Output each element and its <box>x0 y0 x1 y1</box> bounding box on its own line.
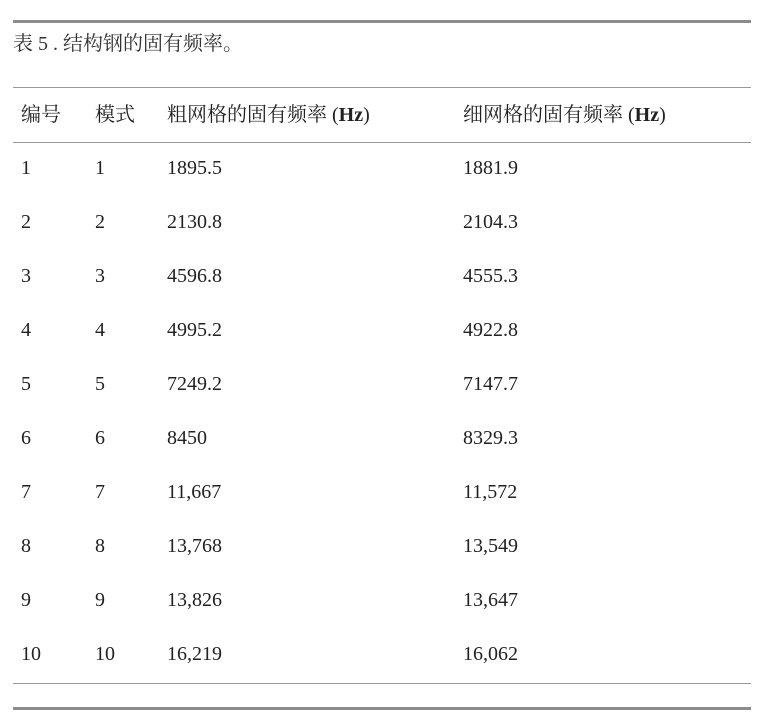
table-foot-rule <box>13 707 751 710</box>
cell-mode: 3 <box>95 265 105 287</box>
header-fine-close: ) <box>659 104 666 126</box>
cell-number: 9 <box>21 589 31 611</box>
cell-mode: 5 <box>95 373 105 395</box>
header-coarse-unit: Hz <box>338 104 364 126</box>
table-row <box>13 629 751 683</box>
cell-fine-frequency: 13,647 <box>463 589 518 611</box>
cell-coarse-frequency: 4596.8 <box>167 265 222 287</box>
table-row <box>13 521 751 575</box>
cell-coarse-frequency: 4995.2 <box>167 319 222 341</box>
cell-coarse-frequency: 2130.8 <box>167 211 222 233</box>
cell-mode: 9 <box>95 589 105 611</box>
cell-number: 5 <box>21 373 31 395</box>
table-bottom-rule <box>13 683 751 684</box>
cell-coarse-frequency: 11,667 <box>167 481 222 503</box>
header-fine-label: 细网格的固有频率 ( <box>463 104 635 126</box>
cell-coarse-frequency: 8450 <box>167 427 207 449</box>
cell-fine-frequency: 16,062 <box>463 643 518 665</box>
header-number: 编号 <box>21 104 61 126</box>
table-row <box>13 143 751 197</box>
header-coarse-frequency <box>167 88 370 142</box>
cell-number: 2 <box>21 211 31 233</box>
header-fine-unit: Hz <box>634 104 660 126</box>
cell-mode: 1 <box>95 157 105 179</box>
cell-fine-frequency: 2104.3 <box>463 211 518 233</box>
table-header-row <box>13 88 751 142</box>
table-row <box>13 305 751 359</box>
cell-fine-frequency: 4555.3 <box>463 265 518 287</box>
table-row <box>13 575 751 629</box>
table-body <box>13 143 751 683</box>
header-mode: 模式 <box>95 104 135 126</box>
cell-mode: 6 <box>95 427 105 449</box>
table-row <box>13 413 751 467</box>
cell-number: 4 <box>21 319 31 341</box>
cell-fine-frequency: 13,549 <box>463 535 518 557</box>
cell-fine-frequency: 8329.3 <box>463 427 518 449</box>
cell-number: 6 <box>21 427 31 449</box>
cell-number: 3 <box>21 265 31 287</box>
cell-coarse-frequency: 16,219 <box>167 643 222 665</box>
header-coarse-label: 粗网格的固有频率 ( <box>167 104 339 126</box>
cell-number: 8 <box>21 535 31 557</box>
table-row <box>13 359 751 413</box>
header-fine-frequency <box>463 88 666 142</box>
cell-mode: 7 <box>95 481 105 503</box>
cell-number: 10 <box>21 643 41 665</box>
table-row <box>13 251 751 305</box>
cell-mode: 8 <box>95 535 105 557</box>
cell-mode: 4 <box>95 319 105 341</box>
cell-coarse-frequency: 7249.2 <box>167 373 222 395</box>
cell-fine-frequency: 11,572 <box>463 481 518 503</box>
header-coarse-close: ) <box>363 104 370 126</box>
cell-fine-frequency: 7147.7 <box>463 373 518 395</box>
cell-number: 1 <box>21 157 31 179</box>
cell-mode: 2 <box>95 211 105 233</box>
cell-coarse-frequency: 13,768 <box>167 535 222 557</box>
cell-mode: 10 <box>95 643 115 665</box>
cell-coarse-frequency: 1895.5 <box>167 157 222 179</box>
table-row <box>13 197 751 251</box>
cell-fine-frequency: 4922.8 <box>463 319 518 341</box>
table-top-rule <box>13 20 751 23</box>
table-row <box>13 467 751 521</box>
cell-coarse-frequency: 13,826 <box>167 589 222 611</box>
cell-fine-frequency: 1881.9 <box>463 157 518 179</box>
table-caption: 表 5 . 结构钢的固有频率。 <box>13 33 243 55</box>
cell-number: 7 <box>21 481 31 503</box>
